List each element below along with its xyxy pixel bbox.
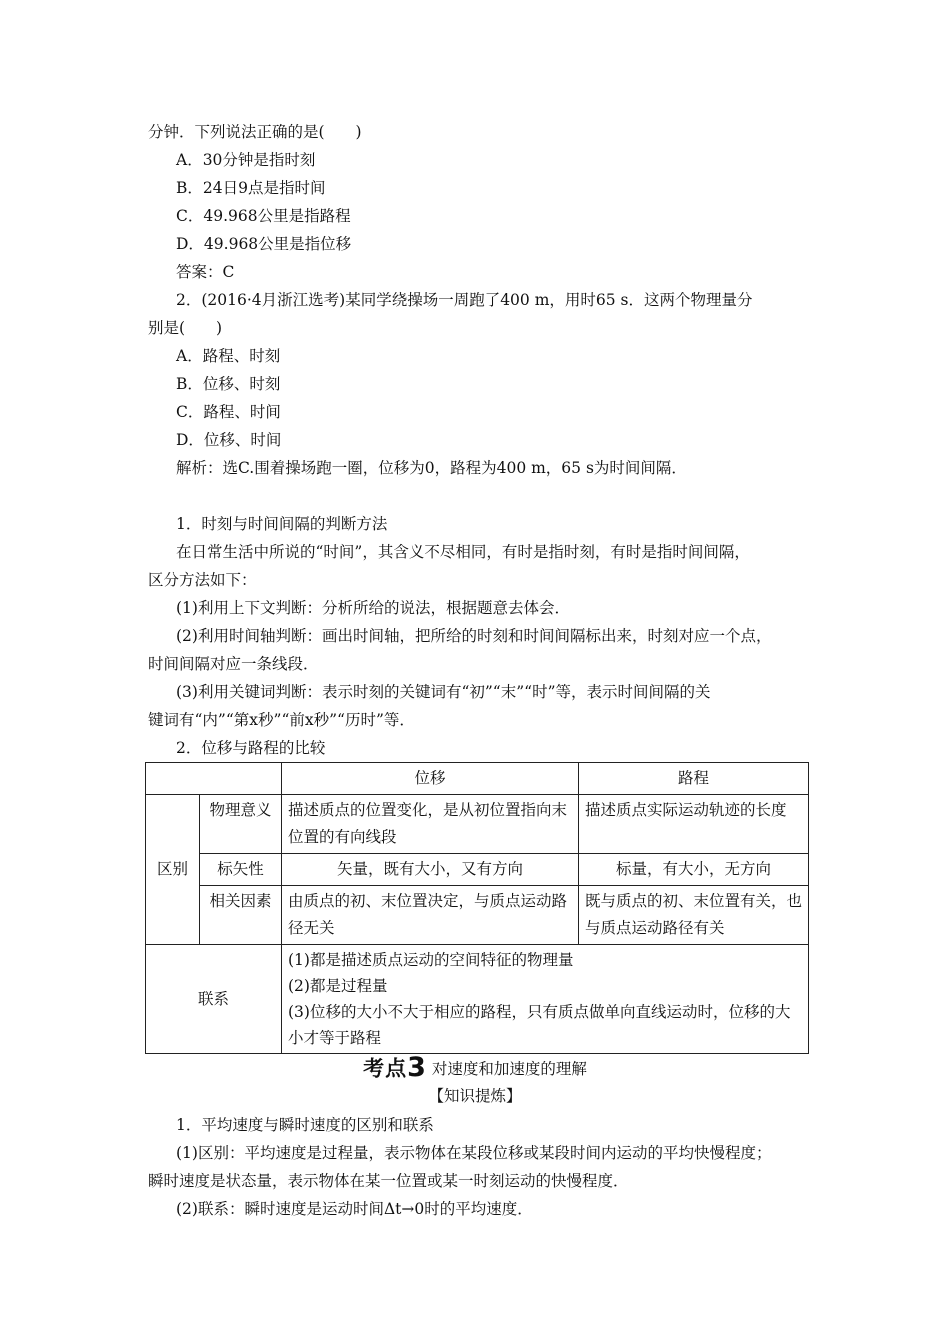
- notes-method-3-line2: 键词有“内”“第x秒”“前x秒”“历时”等．: [148, 711, 415, 729]
- header-path: 路程: [579, 763, 809, 795]
- notes-heading-1: 1．时刻与时间间隔的判断方法: [176, 515, 388, 533]
- table-row: [146, 854, 809, 886]
- notes-paragraph-1-line1: 在日常生活中所说的“时间”，其含义不尽相同，有时是指时刻，有时是指时间间隔，: [176, 543, 750, 561]
- notes-heading-2: 2．位移与路程的比较: [176, 739, 326, 757]
- q2-option-b: B．位移、时刻: [176, 375, 281, 393]
- notes-method-2-line1: (2)利用时间轴判断：画出时间轴，把所给的时刻和时间间隔标出来，时刻对应一个点，: [176, 627, 772, 645]
- header-displacement: 位移: [282, 763, 579, 795]
- q2-stem-line2: 别是( ): [148, 319, 223, 337]
- link-item-1: (1)都是描述质点运动的空间特征的物理量: [288, 951, 574, 969]
- cell-vector-path: 标量，有大小，无方向: [579, 854, 809, 886]
- notes-method-1: (1)利用上下文判断：分析所给的说法，根据题意去体会．: [176, 599, 570, 617]
- row-label-factors: 相关因素: [200, 886, 282, 945]
- section-3-p1-line1: (1)区别：平均速度是过程量，表示物体在某段位移或某段时间内运动的平均快慢程度；: [176, 1144, 772, 1162]
- notes-paragraph-1-line2: 区分方法如下：: [148, 571, 257, 589]
- table-row: [146, 795, 809, 854]
- q2-option-c: C．路程、时间: [176, 403, 281, 421]
- comparison-table: [145, 762, 809, 1054]
- q1-stem: 分钟．下列说法正确的是( ): [148, 123, 362, 141]
- section-3-heading: [0, 1052, 950, 1083]
- kaodian-label: 考点: [363, 1056, 408, 1081]
- section-3-heading-1: 1．平均速度与瞬时速度的区别和联系: [176, 1116, 434, 1134]
- q2-stem-line1: 2．(2016·4月浙江选考)某同学绕操场一周跑了400 m，用时65 s．这两个物理量分: [176, 291, 753, 309]
- link-label: 联系: [146, 945, 282, 1054]
- cell-vector-displacement: 矢量，既有大小，又有方向: [282, 854, 579, 886]
- section-3-p1-line2: 瞬时速度是状态量，表示物体在某一位置或某一时刻运动的快慢程度．: [148, 1172, 629, 1190]
- q1-option-b: B．24日9点是指时间: [176, 179, 326, 197]
- link-item-3: (3)位移的大小不大于相应的路程，只有质点做单向直线运动时，位移的大小才等于路程: [288, 1003, 791, 1047]
- section-3-title: 对速度和加速度的理解: [431, 1059, 587, 1078]
- table-row: [146, 945, 809, 1054]
- section-3-p2: (2)联系：瞬时速度是运动时间Δt→0时的平均速度．: [176, 1200, 533, 1218]
- link-item-2: (2)都是过程量: [288, 977, 388, 995]
- group-difference-label: 区别: [146, 795, 200, 945]
- q2-option-a: A．路程、时刻: [176, 347, 281, 365]
- notes-method-2-line2: 时间间隔对应一条线段．: [148, 655, 319, 673]
- kaodian-number: 3: [407, 1052, 426, 1083]
- q1-answer: 答案：C: [176, 263, 235, 281]
- q2-analysis: 解析：选C.围着操场跑一圈，位移为0，路程为400 m，65 s为时间间隔．: [176, 459, 687, 477]
- cell-factors-path: 既与质点的初、末位置有关，也与质点运动路径有关: [579, 886, 809, 945]
- cell-meaning-displacement: 描述质点的位置变化，是从初位置指向末位置的有向线段: [282, 795, 579, 854]
- table-corner-cell: [146, 763, 282, 795]
- q2-option-d: D．位移、时间: [176, 431, 282, 449]
- table-row: [146, 886, 809, 945]
- cell-meaning-path: 描述质点实际运动轨迹的长度: [579, 795, 809, 854]
- q1-option-c: C．49.968公里是指路程: [176, 207, 351, 225]
- notes-method-3-line1: (3)利用关键词判断：表示时刻的关键词有“初”“末”“时”等，表示时间间隔的关: [176, 683, 711, 701]
- link-content: [282, 945, 809, 1054]
- q1-option-d: D．49.968公里是指位移: [176, 235, 352, 253]
- q1-option-a: A．30分钟是指时刻: [176, 151, 316, 169]
- section-3-subtitle: 【知识提炼】: [428, 1087, 522, 1105]
- table-header-row: [146, 763, 809, 795]
- cell-factors-displacement: 由质点的初、末位置决定，与质点运动路径无关: [282, 886, 579, 945]
- row-label-meaning: 物理意义: [200, 795, 282, 854]
- row-label-vector: 标矢性: [200, 854, 282, 886]
